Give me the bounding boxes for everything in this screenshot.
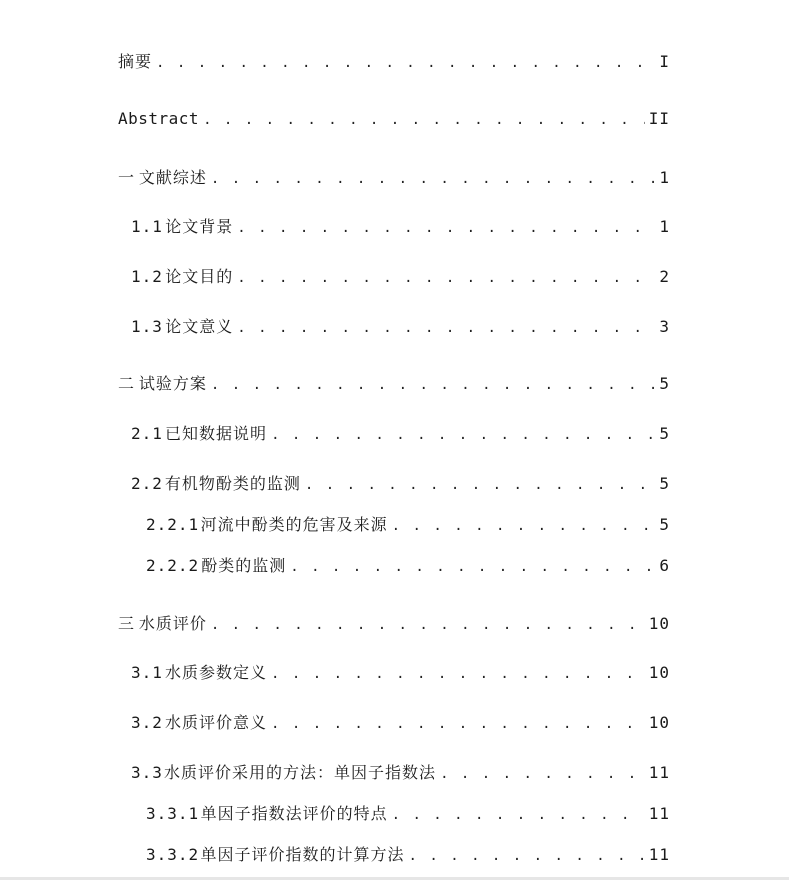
toc-entry-title: 论文意义 (165, 317, 234, 336)
toc-entry-title: 水质参数定义 (164, 663, 267, 682)
dot-leader (211, 167, 655, 191)
toc-page-number: 3 (659, 317, 670, 336)
toc-entry-title: 水质评价采用的方法：单因子指数法 (164, 763, 437, 782)
toc-page-number: 5 (659, 424, 670, 443)
toc-entry-section-2-2-2[interactable] (146, 554, 670, 578)
toc-entry-abstract-en[interactable] (118, 107, 670, 131)
toc-page-number: 10 (648, 663, 670, 682)
toc-entry-number: 1.2 (131, 267, 163, 286)
toc-entry-section-3-3[interactable] (131, 761, 670, 785)
toc-entry-section-1-2[interactable] (131, 265, 670, 289)
toc-entry-title: 水质评价意义 (164, 713, 267, 732)
dot-leader (392, 514, 656, 538)
toc-page-number: 11 (648, 763, 670, 782)
toc-entry-title: 酚类的监测 (201, 556, 287, 575)
toc-entry-title: 已知数据说明 (165, 424, 268, 443)
dot-leader (237, 266, 655, 290)
toc-page-number: 5 (659, 474, 670, 493)
dot-leader (392, 803, 645, 827)
dot-leader (237, 216, 655, 240)
toc-entry-number: 1.1 (131, 217, 163, 236)
dot-leader (271, 662, 645, 686)
toc-entry-number: 2.2.1 (146, 515, 200, 534)
toc-entry-section-2-1[interactable] (131, 422, 670, 446)
toc-entry-number: 2.2 (131, 474, 163, 493)
toc-entry-title: 文献综述 (138, 168, 207, 187)
toc-entry-number: 3.3.1 (146, 804, 200, 823)
toc-entry-section-1-3[interactable] (131, 315, 670, 339)
toc-entry-title: 摘要 (118, 52, 153, 71)
toc-entry-abstract-cn[interactable] (118, 50, 670, 74)
toc-entry-section-2-2[interactable] (131, 472, 670, 496)
toc-entry-section-3-3-2[interactable] (146, 843, 670, 867)
toc-entry-section-2-2-1[interactable] (146, 513, 670, 537)
toc-entry-number: 3.1 (131, 663, 163, 682)
dot-leader (440, 762, 645, 786)
toc-entry-title: 试验方案 (138, 374, 207, 393)
toc-entry-number: 3.3.2 (146, 845, 200, 864)
toc-entry-title: 河流中酚类的危害及来源 (200, 515, 388, 534)
toc-entry-title: 论文背景 (165, 217, 234, 236)
toc-entry-chapter-2[interactable] (118, 372, 670, 396)
toc-entry-section-3-3-1[interactable] (146, 802, 670, 826)
dot-leader (211, 373, 655, 397)
toc-page-number: 11 (648, 804, 670, 823)
dot-leader (271, 423, 655, 447)
dot-leader (211, 613, 645, 637)
toc-entry-title: Abstract (118, 109, 200, 128)
toc-page-number: 2 (659, 267, 670, 286)
toc-entry-title: 单因子指数法评价的特点 (200, 804, 388, 823)
toc-entry-number: 一 (118, 168, 136, 187)
toc-page-number: 10 (648, 614, 670, 633)
toc-entry-number: 二 (118, 374, 136, 393)
dot-leader (409, 844, 645, 868)
toc-entry-title: 论文目的 (165, 267, 234, 286)
dot-leader (305, 473, 655, 497)
dot-leader (290, 555, 655, 579)
toc-entry-title: 水质评价 (138, 614, 207, 633)
toc-entry-chapter-1[interactable] (118, 166, 670, 190)
toc-entry-number: 3.2 (131, 713, 163, 732)
toc-entry-title: 单因子评价指数的计算方法 (200, 845, 405, 864)
toc-entry-section-3-2[interactable] (131, 711, 670, 735)
toc-entry-number: 2.2.2 (146, 556, 200, 575)
toc-page-number: I (659, 52, 670, 71)
toc-entry-number: 三 (118, 614, 136, 633)
toc-page-number: 5 (659, 515, 670, 534)
toc-entry-chapter-3[interactable] (118, 612, 670, 636)
toc-page-number: 5 (659, 374, 670, 393)
toc-page-number: 1 (659, 217, 670, 236)
toc-page-number: 11 (648, 845, 670, 864)
dot-leader (203, 108, 645, 132)
toc-page-number: II (648, 109, 670, 128)
toc-page-number: 6 (659, 556, 670, 575)
dot-leader (156, 51, 655, 75)
toc-entry-number: 1.3 (131, 317, 163, 336)
toc-page-number: 1 (659, 168, 670, 187)
toc-entry-number: 2.1 (131, 424, 163, 443)
toc-entry-section-3-1[interactable] (131, 661, 670, 685)
toc-entry-title: 有机物酚类的监测 (164, 474, 301, 493)
dot-leader (237, 316, 655, 340)
toc-page-number: 10 (648, 713, 670, 732)
toc-entry-section-1-1[interactable] (131, 215, 670, 239)
toc-entry-number: 3.3 (131, 763, 163, 782)
dot-leader (271, 712, 645, 736)
